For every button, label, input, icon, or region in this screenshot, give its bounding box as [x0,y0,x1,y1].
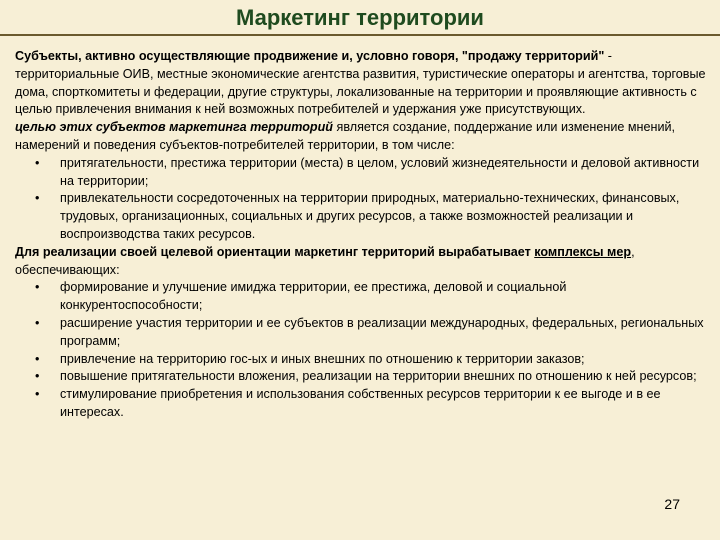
list-item-text: привлечение на территорию гос-ых и иных внешних по отношению к территории заказов; [60,351,585,366]
bullet-icon: • [35,351,40,366]
goal-text: является создание, поддержание или изменение мнений, намерений и поведения субъектов-потребителей территории, в том числе: [15,120,676,152]
list-item-text: стимулирование приобретения и использования собственных ресурсов территории к ее выгоде и в ее интересах. [60,387,661,419]
list-item-text: повышение притягательности вложения, реализации на территории внешних по отношению к ней ресурсов; [60,369,697,384]
bullet-icon: • [35,280,40,295]
list-item-text: привлекательности сосредоточенных на территории природных, материально-технических, финансовых, трудовых, организационных, социальных и других ресурсов, а также возможностей реализации и воспроизводства таких ресурсов. [60,191,680,241]
page-number: 27 [664,496,680,512]
bullet-icon: • [35,387,40,402]
subjects-heading: Субъекты, активно осуществляющие продвижение и, условно говоря, "продажу территорий" [15,49,605,63]
goal-emphasis: целью этих субъектов маркетинга территорий [15,120,334,135]
list-item-text: притягательности, престижа территории (места) в целом, условий жизнедеятельности и деловой активности на территории; [60,155,700,188]
paragraph-goal [15,119,708,155]
list-item [15,351,708,369]
measures-text: , обеспечивающих: [15,244,635,277]
list-item [15,368,708,386]
bullet-icon: • [35,155,40,170]
list-item [15,279,708,315]
bullet-icon: • [35,191,40,206]
list-item [15,315,708,351]
subjects-text: - территориальные ОИВ, местные экономические агентства развития, туристические операторы и агентства, торговые дома, спорткомитеты и федерации, другие структуры, локализованные на территории и проявляющие активность с целью привлечения внимания к ней возможных потребителей и удержания уже присутствующих. [15,49,706,117]
measures-list [15,279,708,421]
measures-underlined: комплексы мер [534,244,632,259]
slide-title: Маркетинг территории [236,5,484,30]
list-item [15,190,708,243]
list-item-text: формирование и улучшение имиджа территории, ее престижа, деловой и социальной конкурентоспособности; [60,280,567,313]
bullet-icon: • [35,315,40,330]
title-divider [0,34,720,36]
paragraph-measures [15,244,708,280]
slide-body [15,48,708,422]
paragraph-subjects [15,48,708,119]
list-item-text: расширение участия территории и ее субъектов в реализации международных, федеральных, региональных программ; [60,315,704,348]
list-item [15,386,708,422]
bullet-icon: • [35,369,40,384]
measures-heading: Для реализации своей целевой ориентации маркетинг территорий вырабатывает [15,244,535,259]
goal-list [15,155,708,244]
list-item [15,155,708,191]
